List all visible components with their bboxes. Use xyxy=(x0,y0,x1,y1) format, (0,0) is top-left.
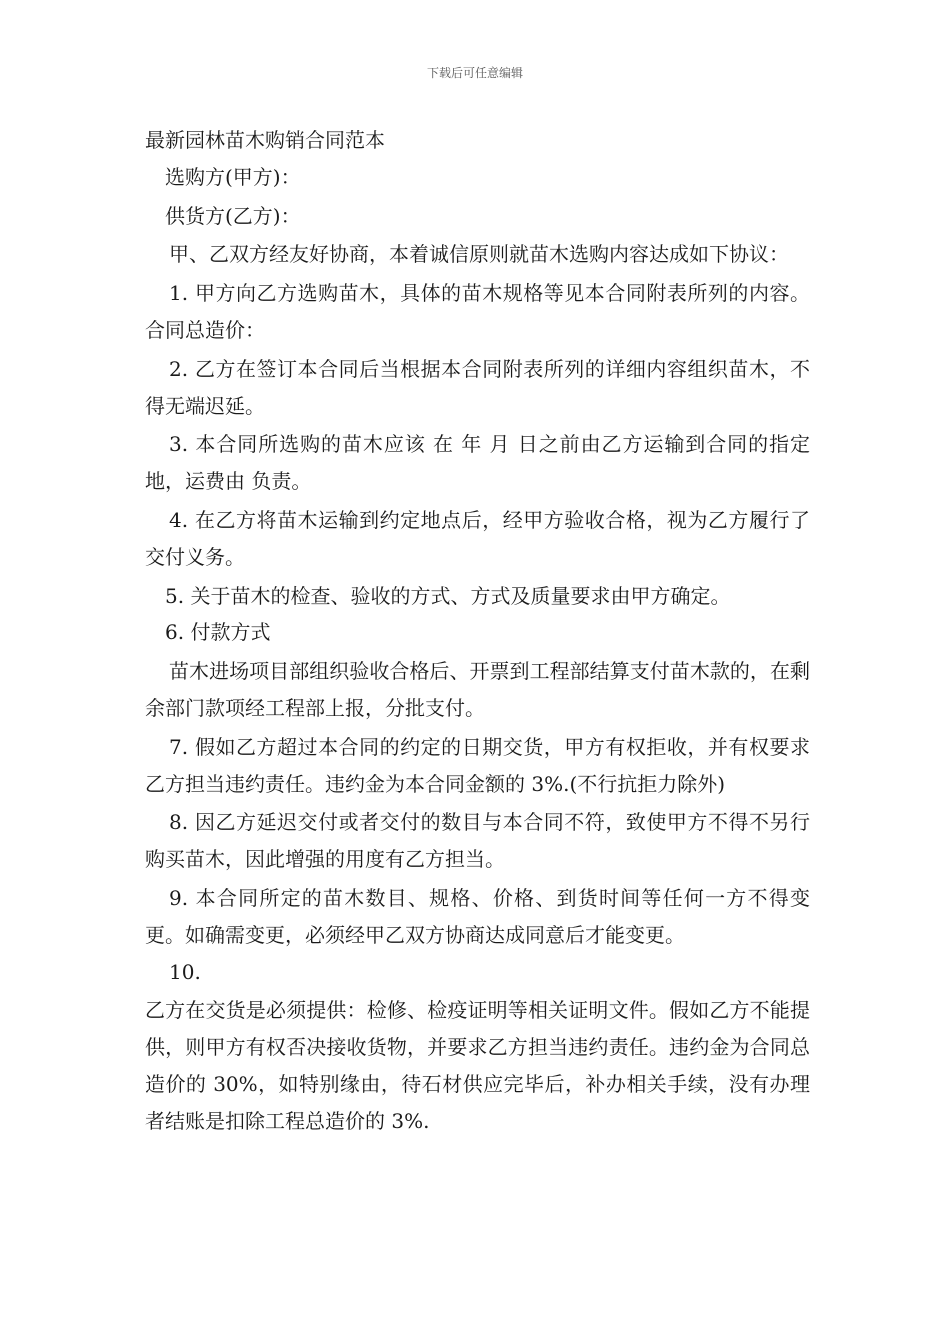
page-header-note: 下载后可任意编辑 xyxy=(426,66,523,80)
clause-10-number: 10. xyxy=(169,959,201,984)
clause-7: 7. 假如乙方超过本合同的约定的日期交货，甲方有权拒收，并有权要求乙方担当违约责任。违约金为本合同金额的 3%.(不行抗拒力除外) xyxy=(145,734,810,796)
clause-10: 乙方在交货是必须提供：检修、检疫证明等相关证明文件。假如乙方不能提供，则甲方有权否决接收货物，并要求乙方担当违约责任。违约金为合同总造价的 30%，如特别缘由，待石材供应完毕后，补办相关手续，没有办理者结账是扣除工程总造价的 3%. xyxy=(145,998,810,1133)
payment-paragraph: 苗木进场项目部组织验收合格后、开票到工程部结算支付苗木款的，在剩余部门款项经工程部上报，分批支付。 xyxy=(145,659,810,720)
intro-paragraph: 甲、乙双方经友好协商，本着诚信原则就苗木选购内容达成如下协议： xyxy=(169,242,789,267)
seller-label: 供货方(乙方)： xyxy=(165,203,301,228)
clause-1: 1. 甲方向乙方选购苗木，具体的苗木规格等见本合同附表所列的内容。合同总造价： xyxy=(145,281,810,342)
buyer-label: 选购方(甲方)： xyxy=(165,164,301,189)
clause-8: 8. 因乙方延迟交付或者交付的数目与本合同不符，致使甲方不得不另行购买苗木，因此增强的用度有乙方担当。 xyxy=(145,810,810,872)
clause-6: 6. 付款方式 xyxy=(165,620,271,645)
clause-3: 3. 本合同所选购的苗木应该 在 年 月 日之前由乙方运输到合同的指定地，运费由 负责。 xyxy=(145,432,810,494)
clause-9: 9. 本合同所定的苗木数目、规格、价格、到货时间等任何一方不得变更。如确需变更，必须经甲乙双方协商达成同意后才能变更。 xyxy=(145,885,810,947)
contract-document xyxy=(145,122,810,1140)
clause-4: 4. 在乙方将苗木运输到约定地点后，经甲方验收合格，视为乙方履行了交付义务。 xyxy=(145,507,810,569)
document-title: 最新园林苗木购销合同范本 xyxy=(145,128,385,152)
clause-2: 2. 乙方在签订本合同后当根据本合同附表所列的详细内容组织苗木，不得无端迟延。 xyxy=(145,356,810,418)
clause-5: 5. 关于苗木的检查、验收的方式、方式及质量要求由甲方确定。 xyxy=(165,583,731,608)
